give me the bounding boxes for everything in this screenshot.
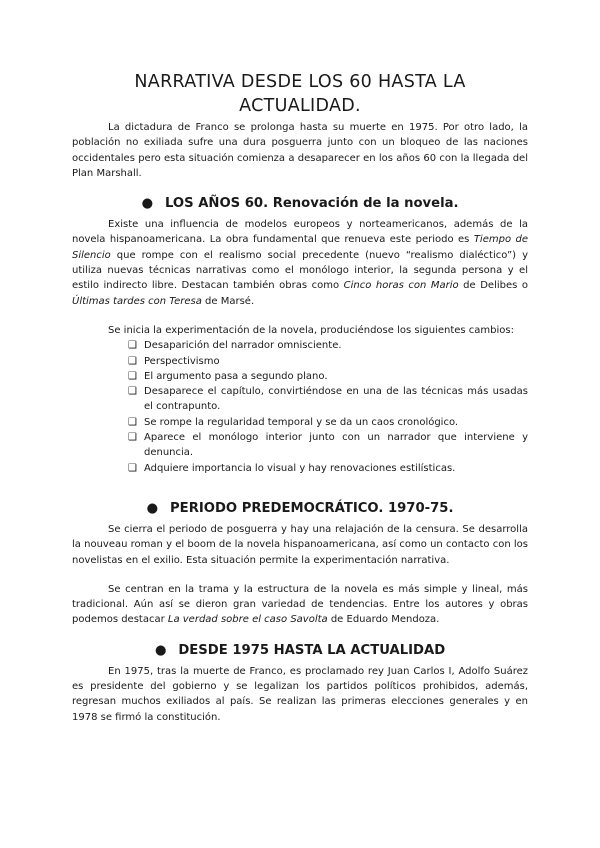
work-title: La verdad sobre el caso Savolta <box>167 614 328 626</box>
work-title: Tiempo de Silencio <box>72 234 528 261</box>
section-heading-2-text: PERIODO PREDEMOCRÁTICO. 1970-75. <box>170 500 454 516</box>
bullet-icon: ● <box>154 642 167 658</box>
list-item: ❑ Se rompe la regularidad temporal y se da un caos cronológico. <box>128 415 528 430</box>
section1-paragraph-2: Se inicia la experimentación de la novela, produciéndose los siguientes cambios: <box>108 324 514 336</box>
section-heading-3-text: DESDE 1975 HASTA LA ACTUALIDAD <box>178 642 446 658</box>
checkbox-icon: ❑ <box>128 386 137 398</box>
section-heading-3 <box>72 642 528 660</box>
list-item: ❑ Perspectivismo <box>128 354 528 369</box>
checkbox-icon: ❑ <box>128 462 137 474</box>
section1-paragraph-1: Existe una influencia de modelos europeos y norteamericanos, además de la novela hispanoamericana. La obra fundamental que renueva este periodo es Tiempo de Silencio que rompe con el realismo social precedente (nuevo “realismo dialéctico”) y utiliza nuevas técnicas narrativas como el monólogo interior, la segunda persona y el estilo indirecto libre. Destacan también obras como Cinco horas con Mario de Delibes o Últimas tardes con Teresa de Marsé. <box>72 219 529 307</box>
bullet-icon: ● <box>146 500 159 516</box>
checkbox-icon: ❑ <box>128 416 137 428</box>
section-heading-1 <box>72 195 528 213</box>
list-item: ❑ Desaparece el capítulo, convirtiéndose en una de las técnicas más usadas el contrapunto. <box>128 386 528 413</box>
list-item: ❑ El argumento pasa a segundo plano. <box>128 369 528 384</box>
section-heading-2 <box>72 500 528 518</box>
checkbox-icon: ❑ <box>128 355 137 367</box>
work-title: Últimas tardes con Teresa <box>72 295 202 307</box>
list-item: ❑ Desaparición del narrador omnisciente. <box>128 338 528 353</box>
checkbox-icon: ❑ <box>128 340 137 352</box>
section3-paragraph-1: En 1975, tras la muerte de Franco, es proclamado rey Juan Carlos I, Adolfo Suárez es presidente del gobierno y se legalizan los partidos políticos prohibidos, además, regresan muchos exiliados al país. Se realizan las primeras elecciones generales y en 1978 se firmó la constitución. <box>72 665 528 723</box>
changes-list <box>72 338 528 476</box>
document-page <box>72 70 528 725</box>
checkbox-icon: ❑ <box>128 432 137 444</box>
list-item: ❑ Adquiere importancia lo visual y hay renovaciones estilísticas. <box>128 461 528 476</box>
section2-paragraph-1: Se cierra el periodo de posguerra y hay una relajación de la censura. Se desarrolla la nouveau roman y el boom de la novela hispanoamericana, así como un contacto con los novelistas en el exilio. Esta situación permite la experimentación narrativa. <box>72 523 528 566</box>
intro-paragraph: La dictadura de Franco se prolonga hasta su muerte en 1975. Por otro lado, la población no exiliada sufre una dura posguerra junto con un bloqueo de las naciones occidentales pero esta situación comienza a desaparecer en los años 60 con la llegada del Plan Marshall. <box>72 122 528 179</box>
section-heading-1-text: LOS AÑOS 60. Renovación de la novela. <box>164 196 459 212</box>
bullet-icon: ● <box>141 196 153 212</box>
checkbox-icon: ❑ <box>128 370 137 382</box>
work-title: Cinco horas con Mario <box>343 280 459 292</box>
section2-paragraph-2: Se centran en la trama y la estructura de la novela es más simple y lineal, más tradicional. Aún así se dieron gran variedad de tendencias. Entre los autores y obras podemos destacar La verdad sobre el caso Savolta de Eduardo Mendoza. <box>72 583 528 626</box>
page-title: NARRATIVA DESDE LOS 60 HASTA LA ACTUALIDAD. <box>134 72 466 116</box>
list-item: ❑ Aparece el monólogo interior junto con un narrador que interviene y denuncia. <box>128 432 528 459</box>
